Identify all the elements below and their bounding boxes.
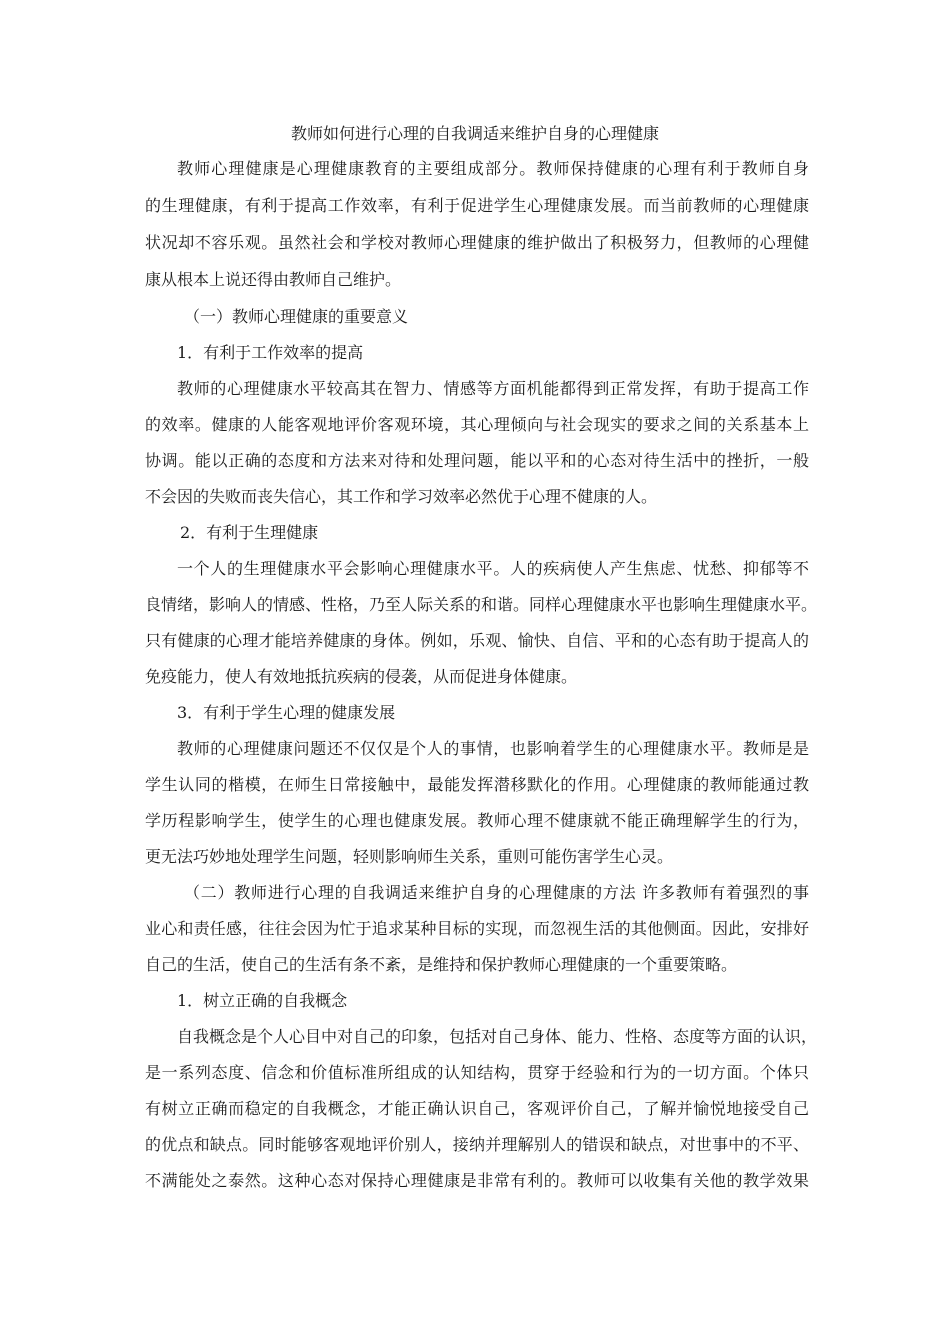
- subsection-heading: 3．有利于学生心理的健康发展: [177, 703, 396, 722]
- paragraph-line: 协调。能以正确的态度和方法来对待和处理问题，能以平和的心态对待生活中的挫折，一般: [145, 451, 809, 470]
- paragraph-line: 自我概念是个人心目中对自己的印象，包括对自己身体、能力、性格、态度等方面的认识，: [177, 1027, 818, 1046]
- paragraph-line: 教师的心理健康问题还不仅仅是个人的事情，也影响着学生的心理健康水平。教师是是: [177, 739, 809, 758]
- paragraph-line: 教师的心理健康水平较高其在智力、情感等方面机能都得到正常发挥，有助于提高工作: [177, 379, 809, 398]
- paragraph-line: 更无法巧妙地处理学生问题，轻则影响师生关系，重则可能伤害学生心灵。: [145, 847, 674, 866]
- paragraph-line: 良情绪，影响人的情感、性格，乃至人际关系的和谐。同样心理健康水平也影响生理健康水平。: [145, 595, 818, 614]
- paragraph-line: 教师心理健康是心理健康教育的主要组成部分。教师保持健康的心理有利于教师自身: [177, 159, 809, 178]
- paragraph-line: 有树立正确而稳定的自我概念，才能正确认识自己，客观评价自己，了解并愉悦地接受自己: [145, 1099, 809, 1118]
- subsection-heading: 1．有利于工作效率的提高: [177, 343, 364, 362]
- section-heading: （二）教师进行心理的自我调适来维护自身的心理健康的方法 许多教师有着强烈的事: [184, 883, 809, 902]
- paragraph-line: 业心和责任感，往往会因为忙于追求某种目标的实现，而忽视生活的其他侧面。因此，安排好: [145, 919, 809, 938]
- paragraph-line: 的优点和缺点。同时能够客观地评价别人，接纳并理解别人的错误和缺点，对世事中的不平、: [145, 1135, 809, 1154]
- paragraph-line: 免疫能力，使人有效地抵抗疾病的侵袭，从而促进身体健康。: [145, 667, 578, 686]
- section-heading: （一）教师心理健康的重要意义: [184, 307, 409, 326]
- paragraph-line: 自己的生活，使自己的生活有条不紊，是维持和保护教师心理健康的一个重要策略。: [145, 955, 738, 974]
- paragraph-line: 只有健康的心理才能培养健康的身体。例如，乐观、愉快、自信、平和的心态有助于提高人的: [145, 631, 809, 650]
- paragraph-line: 学历程影响学生，使学生的心理也健康发展。教师心理不健康就不能正确理解学生的行为，: [145, 811, 809, 830]
- paragraph-line: 状况却不容乐观。虽然社会和学校对教师心理健康的维护做出了积极努力，但教师的心理健: [145, 233, 809, 252]
- paragraph-line: 的效率。健康的人能客观地评价客观环境，其心理倾向与社会现实的要求之间的关系基本上: [145, 415, 809, 434]
- paragraph-line: 不会因的失败而丧失信心，其工作和学习效率必然优于心理不健康的人。: [145, 487, 658, 506]
- subsection-heading: 2．有利于生理健康: [180, 523, 319, 542]
- paragraph-line: 不满能处之泰然。这种心态对保持心理健康是非常有利的。教师可以收集有关他的教学效果: [145, 1171, 809, 1190]
- paragraph-line: 是一系列态度、信念和价值标准所组成的认知结构，贯穿于经验和行为的一切方面。个体只: [145, 1063, 809, 1082]
- document-title: 教师如何进行心理的自我调适来维护自身的心理健康: [290, 124, 659, 143]
- paragraph-line: 一个人的生理健康水平会影响心理健康水平。人的疾病使人产生焦虑、忧愁、抑郁等不: [177, 559, 809, 578]
- subsection-heading: 1．树立正确的自我概念: [177, 991, 348, 1010]
- paragraph-line: 学生认同的楷模，在师生日常接触中，最能发挥潜移默化的作用。心理健康的教师能通过教: [145, 775, 809, 794]
- paragraph-line: 的生理健康，有利于提高工作效率，有利于促进学生心理健康发展。而当前教师的心理健康: [145, 196, 809, 215]
- paragraph-line: 康从根本上说还得由教师自己维护。: [145, 270, 402, 289]
